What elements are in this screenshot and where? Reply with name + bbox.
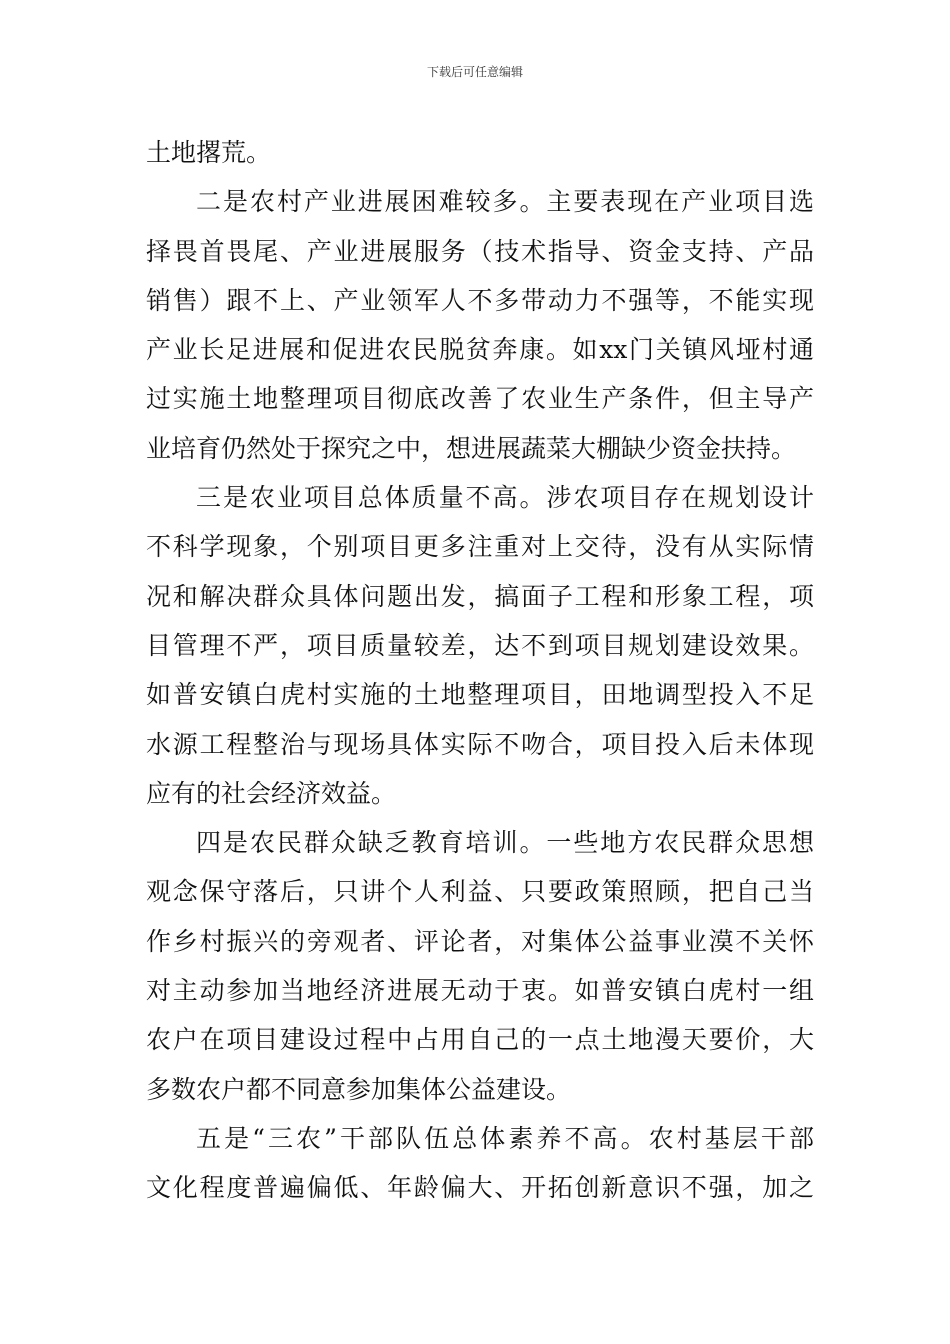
text-line: 目管理不严，项目质量较差，达不到项目规划建设效果。 <box>146 630 814 660</box>
text-line: 水源工程整治与现场具体实际不吻合，项目投入后未体现 <box>146 729 814 759</box>
text-line: 不科学现象，个别项目更多注重对上交待，没有从实际情 <box>146 532 814 562</box>
text-line: 土地撂荒。 <box>146 138 272 167</box>
text-line: 观念保守落后，只讲个人利益、只要政策照顾，把自己当 <box>146 877 814 907</box>
text-line: 销售）跟不上、产业领军人不多带动力不强等，不能实现 <box>146 285 814 315</box>
text-line: 多数农户都不同意参加集体公益建设。 <box>146 1074 572 1104</box>
page-header-note: 下载后可任意编辑 <box>426 65 523 79</box>
text-line: 作乡村振兴的旁观者、评论者，对集体公益事业漠不关怀 <box>146 926 814 956</box>
text-line: 择畏首畏尾、产业进展服务（技术指导、资金支持、产品 <box>146 236 814 266</box>
document-body <box>146 128 814 1213</box>
text-line: 农户在项目建设过程中占用自己的一点土地漫天要价，大 <box>146 1025 814 1055</box>
text-line: 如普安镇白虎村实施的土地整理项目，田地调型投入不足 <box>146 680 814 710</box>
text-line: 四是农民群众缺乏教育培训。一些地方农民群众思想 <box>196 828 814 858</box>
text-line: 产业长足进展和促进农民脱贫奔康。如xx门关镇风垭村通 <box>146 335 814 365</box>
text-line: 二是农村产业进展困难较多。主要表现在产业项目选 <box>196 187 814 217</box>
text-line: 五是“三农”干部队伍总体素养不高。农村基层干部 <box>196 1123 814 1153</box>
text-line: 况和解决群众具体问题出发，搞面子工程和形象工程，项 <box>146 581 814 611</box>
text-line: 过实施土地整理项目彻底改善了农业生产条件，但主导产 <box>146 384 814 414</box>
text-line: 业培育仍然处于探究之中，想进展蔬菜大棚缺少资金扶持。 <box>146 433 797 463</box>
text-line: 文化程度普遍偏低、年龄偏大、开拓创新意识不强，加之 <box>146 1173 814 1203</box>
text-line: 对主动参加当地经济进展无动于衷。如普安镇白虎村一组 <box>146 976 814 1006</box>
text-line: 三是农业项目总体质量不高。涉农项目存在规划设计 <box>196 483 814 513</box>
text-line: 应有的社会经济效益。 <box>146 778 397 808</box>
